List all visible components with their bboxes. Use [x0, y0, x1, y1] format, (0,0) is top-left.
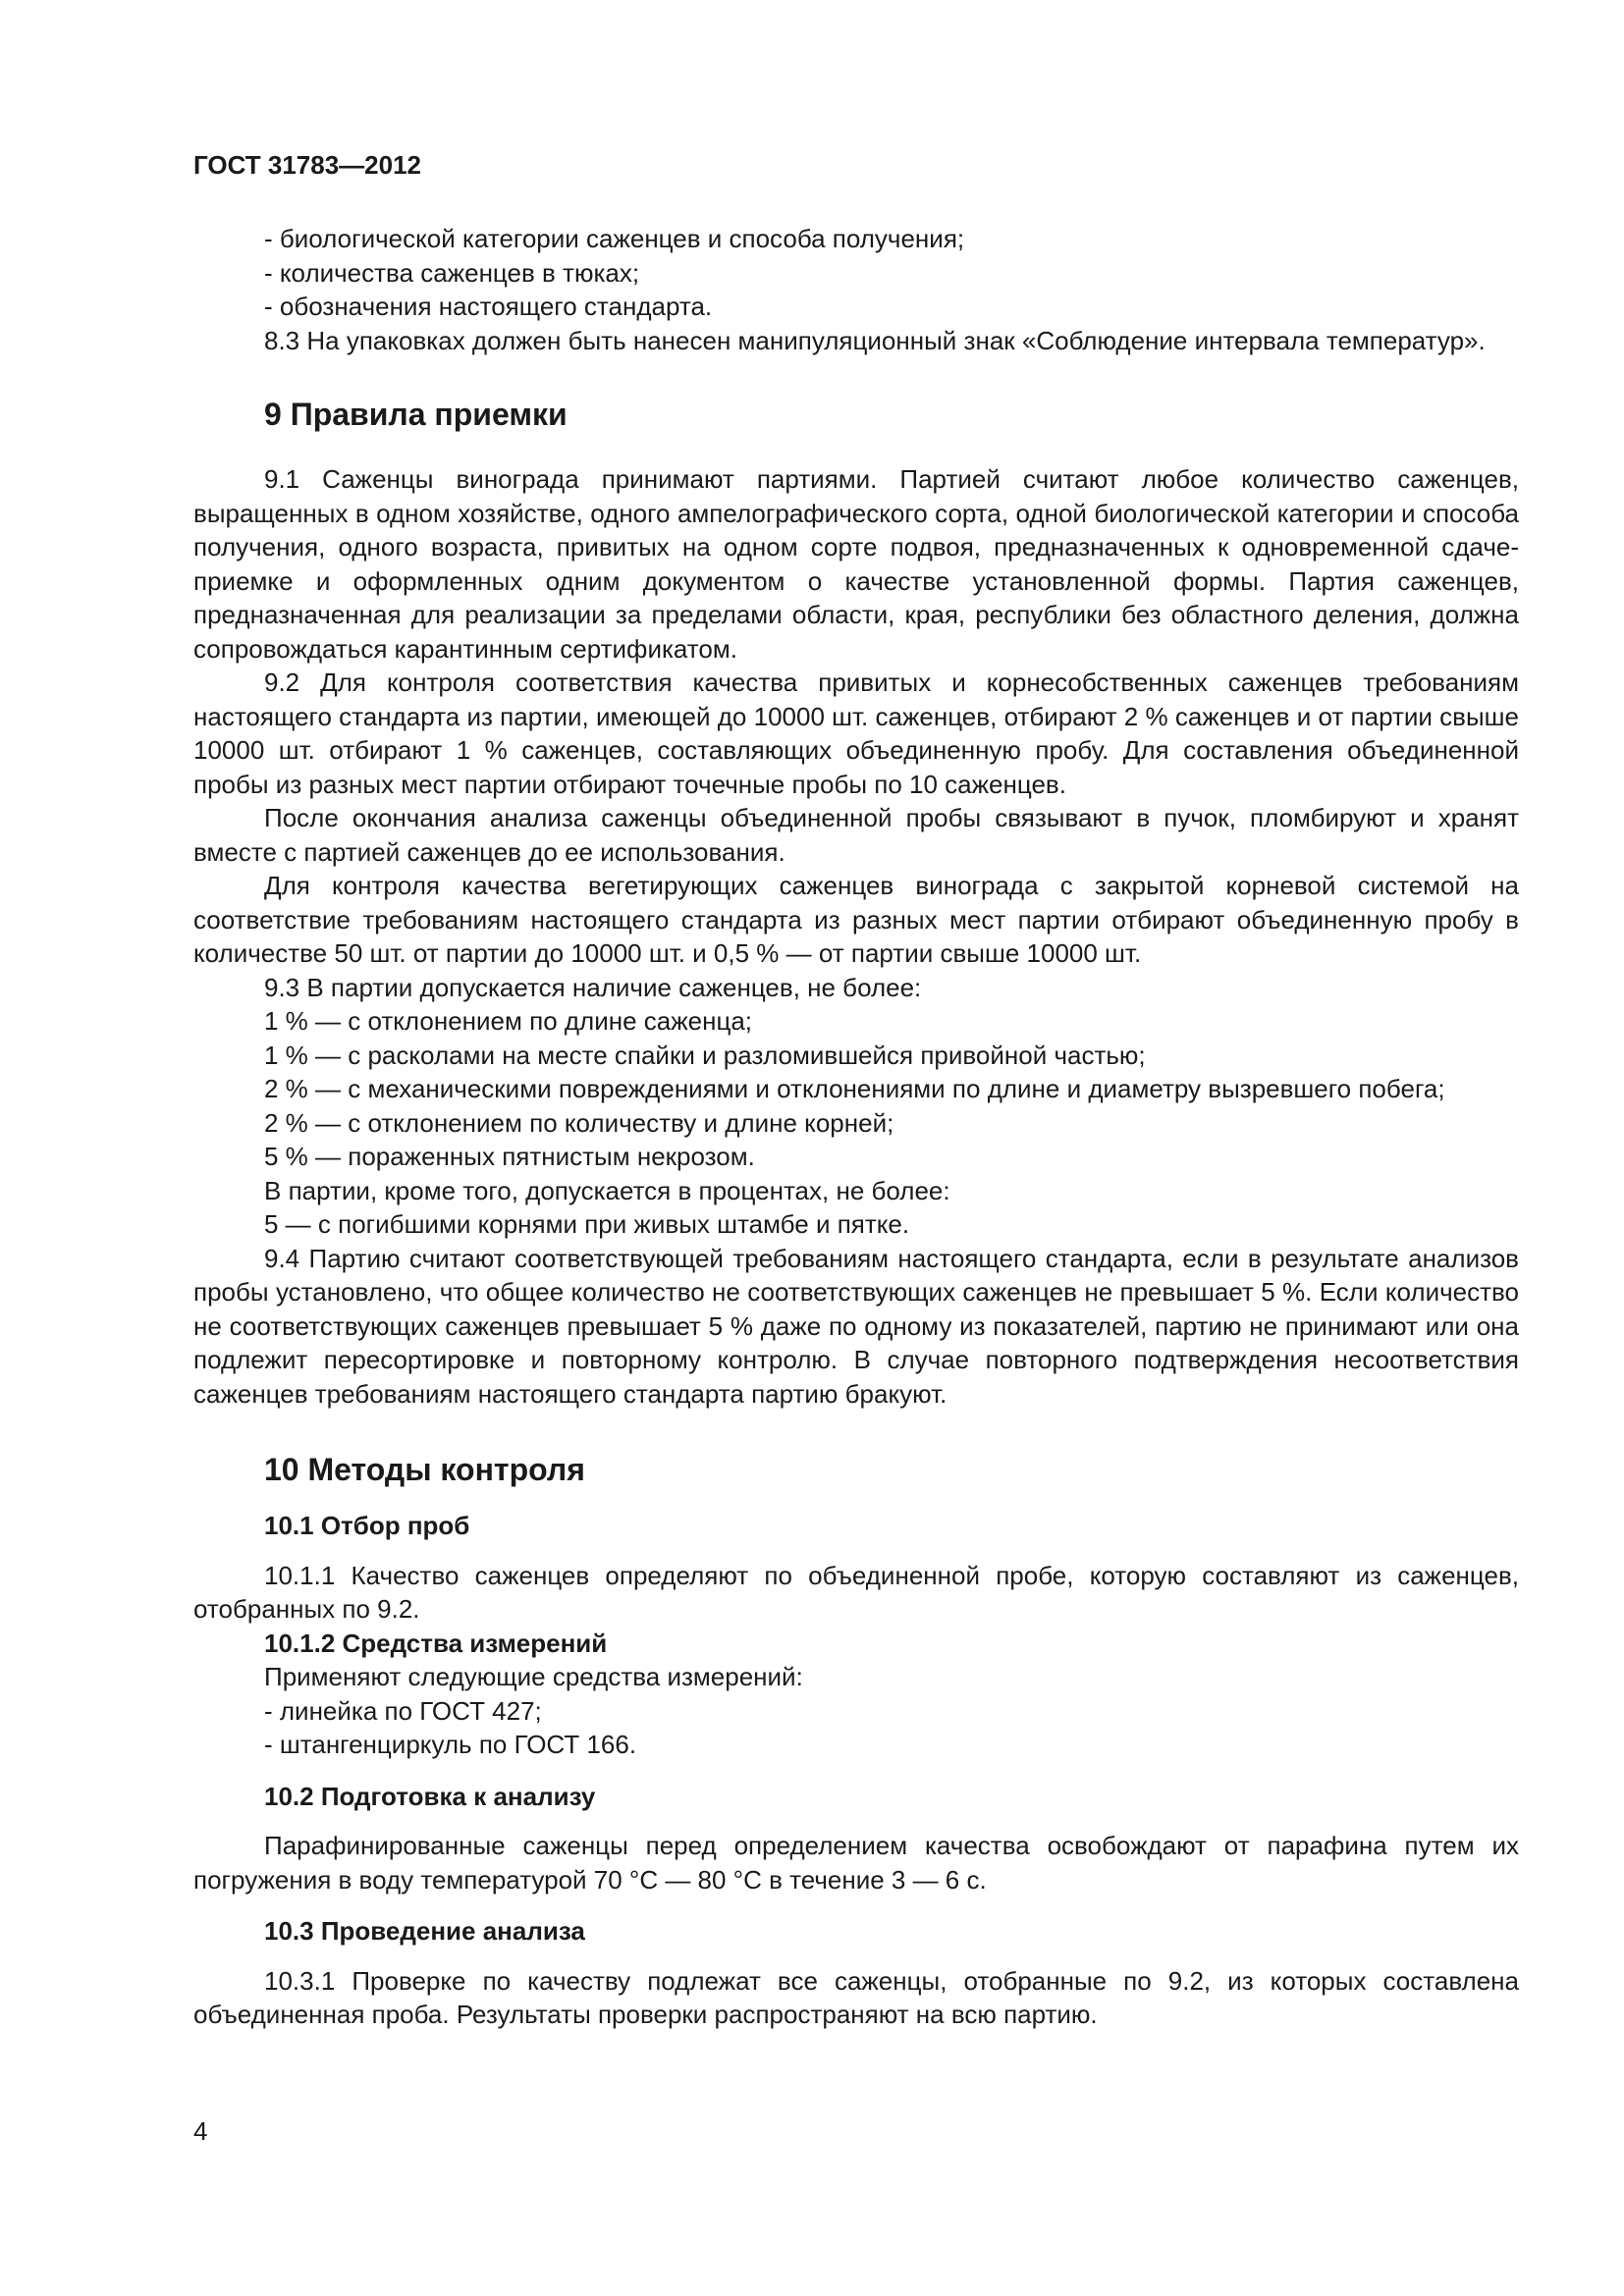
- paragraph-10-2: Парафинированные саженцы перед определением качества освобождают от парафина путем их погружения в воду температурой 70 °С — 80 °С в течение 3 — 6 с.: [193, 1831, 1519, 1895]
- list-item: - обозначения настоящего стандарта.: [264, 292, 713, 321]
- paragraph-10-1-1: 10.1.1 Качество саженцев определяют по объединенной пробе, которую составляют из саженцев, отобранных по 9.2.: [193, 1560, 1519, 1624]
- subsection-10-1-title: 10.1 Отбор проб: [264, 1511, 470, 1540]
- paragraph-after-analysis: После окончания анализа саженцы объединенной пробы связывают в пучок, пломбируют и хранят вместе с партией саженцев до ее использования.: [193, 803, 1519, 867]
- paragraph-9-2: 9.2 Для контроля соответствия качества привитых и корнесобственных саженцев требованиям настоящего стандарта из партии, имеющей до 10000 шт. саженцев, отбирают 2 % саженцев и от партии свыше 10000 шт. отбирают 1 % саженцев, составляющих объединенную пробу. Для составления объединенной пробы из разных мест партии отбирают точечные пробы по 10 саженцев.: [193, 667, 1519, 799]
- tolerance-item: 5 % — пораженных пятнистым некрозом.: [264, 1142, 755, 1171]
- page-number: 4: [193, 2116, 208, 2146]
- list-item: - биологической категории саженцев и способа получения;: [264, 224, 965, 253]
- subsection-10-3-title: 10.3 Проведение анализа: [264, 1916, 585, 1946]
- paragraph-8-3: 8.3 На упаковках должен быть нанесен манипуляционный знак «Соблюдение интервала температур».: [264, 325, 1486, 355]
- extra-item: 5 — с погибшими корнями при живых штамбе и пятке.: [264, 1209, 910, 1239]
- section-9-title: 9 Правила приемки: [264, 397, 568, 432]
- subsection-10-2-title: 10.2 Подготовка к анализу: [264, 1781, 596, 1811]
- paragraph-instruments: Применяют следующие средства измерений:: [264, 1662, 803, 1691]
- list-item: - количества саженцев в тюках;: [264, 257, 640, 288]
- tolerance-item: 2 % — с механическими повреждениями и отклонениями по длине и диаметру вызревшего побега;: [264, 1074, 1445, 1103]
- tolerance-item: 1 % — с отклонением по длине саженца;: [264, 1006, 753, 1036]
- subsection-10-1-2-title: 10.1.2 Средства измерений: [264, 1628, 608, 1658]
- paragraph-9-4: 9.4 Партию считают соответствующей требованиям настоящего стандарта, если в результате анализов пробы установлено, что общее количество не соответствующих саженцев не превышает 5 %. Если количество не соответствующих саженцев превышает 5 % даже по одному из показателей, партию не принимают или она подлежит пересортировке и повторному контролю. В случае повторного подтверждения несоответствия саженцев требованиям настоящего стандарта партию бракуют.: [193, 1243, 1519, 1409]
- content: [193, 222, 1519, 2032]
- paragraph-9-3: 9.3 В партии допускается наличие саженцев, не более:: [264, 972, 922, 1002]
- document-header: ГОСТ 31783—2012: [193, 150, 421, 180]
- paragraph-10-3-1: 10.3.1 Проверке по качеству подлежат все саженцы, отобранные по 9.2, из которых составлена объединенная проба. Результаты проверки распространяют на всю партию.: [193, 1965, 1519, 2029]
- instrument-item: - линейка по ГОСТ 427;: [264, 1695, 542, 1726]
- paragraph-9-1: 9.1 Саженцы винограда принимают партиями. Партией считают любое количество саженцев, выращенных в одном хозяйстве, одного ампелографического сорта, одной биологической категории и способа получения, одного возраста, привитых на одном сорте подвоя, предназначенных к одновременной сдаче-приемке и оформленных одним документом о качестве установленной формы. Партия саженцев, предназначенная для реализации за пределами области, края, республики без областного деления, должна сопровождаться карантинным сертификатом.: [193, 464, 1519, 664]
- paragraph-extra: В партии, кроме того, допускается в процентах, не более:: [264, 1175, 950, 1205]
- tolerance-item: 1 % — с расколами на месте спайки и разломившейся привойной частью;: [264, 1040, 1146, 1070]
- instrument-item: - штангенциркуль по ГОСТ 166.: [264, 1730, 637, 1759]
- section-10-title: 10 Методы контроля: [264, 1452, 585, 1487]
- tolerance-item: 2 % — с отклонением по количеству и длине корней;: [264, 1107, 894, 1138]
- paragraph-vegetating: Для контроля качества вегетирующих саженцев винограда с закрытой корневой системой на соответствие требованиям настоящего стандарта из разных мест партии отбирают объединенную пробу в количестве 50 шт. от партии до 10000 шт. и 0,5 % — от партии свыше 10000 шт.: [193, 871, 1519, 968]
